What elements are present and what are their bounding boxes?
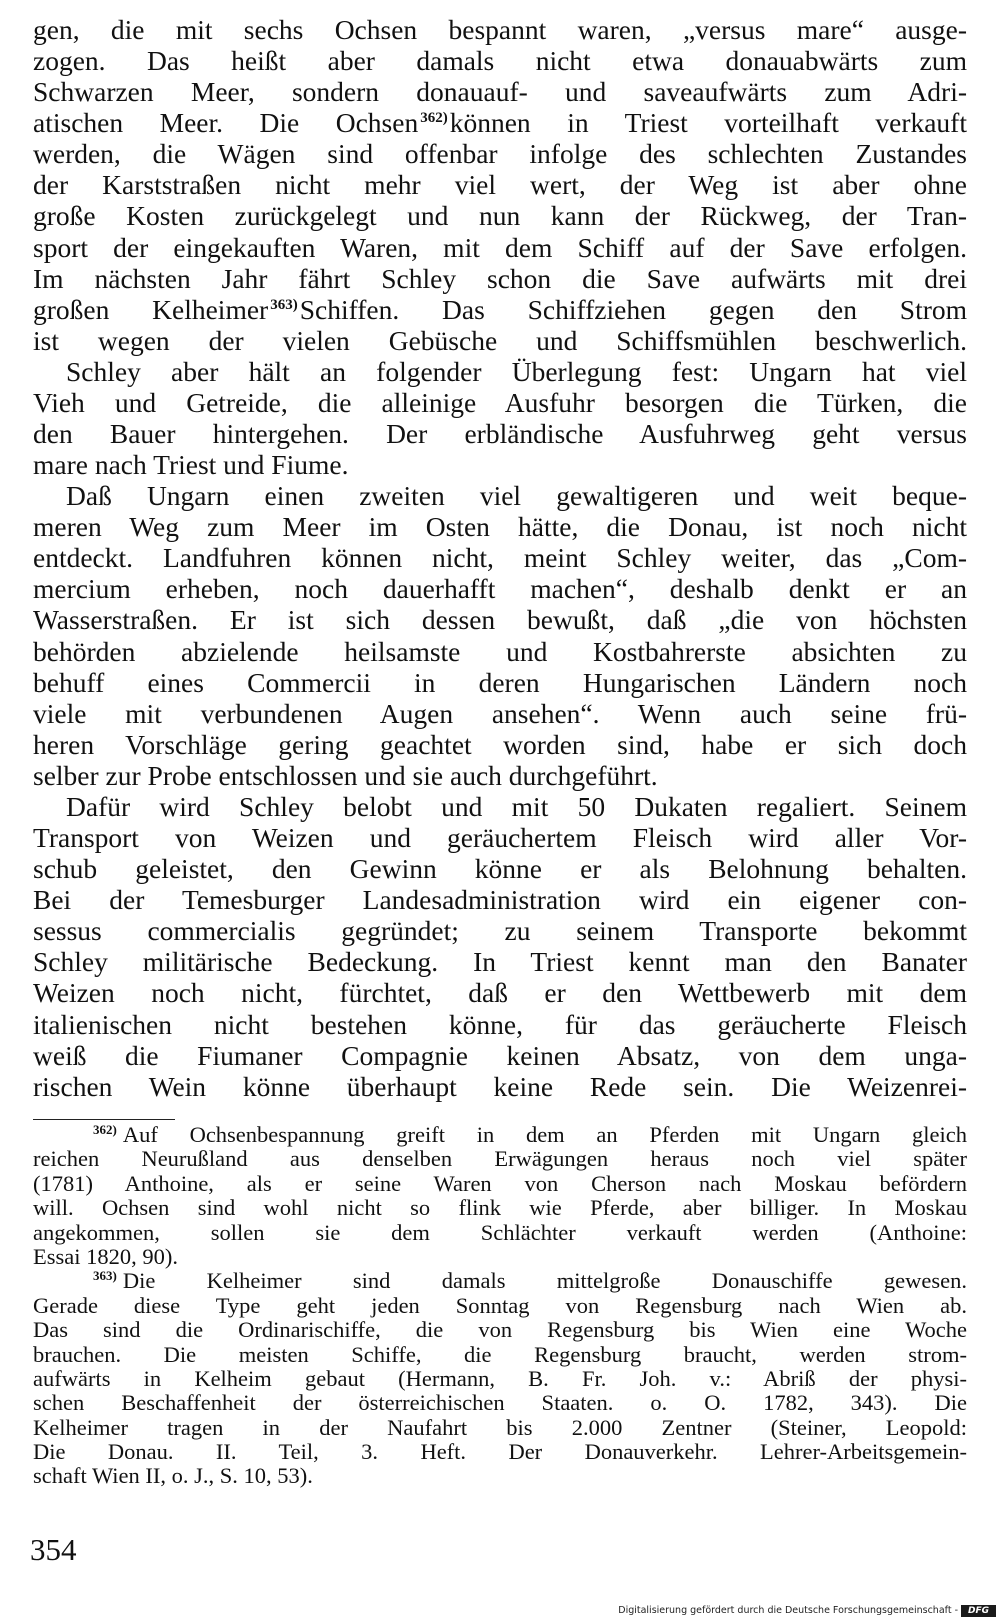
digitization-footer bbox=[0, 1604, 1000, 1618]
text-line: schub geleistet, den Gewinn könne er als Belohnung behalten. bbox=[33, 853, 967, 885]
text-line: weiß die Fiumaner Compagnie keinen Absatz, von dem unga- bbox=[33, 1039, 967, 1071]
text-line: den Bauer hintergehen. Der erbländische Ausfuhrweg geht versus bbox=[33, 418, 967, 450]
text-line: mercium erheben, noch dauerhafft machen“, deshalb denkt er an bbox=[33, 573, 967, 605]
footnote-line bbox=[33, 1269, 967, 1293]
page-number: 354 bbox=[30, 1532, 77, 1567]
text-line: gen, die mit sechs Ochsen bespannt waren, „versus mare“ ausge- bbox=[33, 14, 967, 45]
footnote-marker: 363) bbox=[270, 296, 298, 313]
footnote-line: brauchen. Die meisten Schiffe, die Regensburg braucht, werden strom- bbox=[33, 1341, 967, 1367]
text-line: Daß Ungarn einen zweiten viel gewaltigeren und weit beque- bbox=[66, 480, 967, 512]
footnote-line: (1781) Anthoine, als er seine Waren von Cherson nach Moskau befördern bbox=[33, 1170, 967, 1196]
footnote-line: schen Beschaffenheit der österreichischen Staaten. o. O. 1782, 343). Die bbox=[33, 1390, 967, 1416]
text-line: Bei der Temesburger Landesadministration wird ein eigener con- bbox=[33, 884, 967, 916]
footnote-divider bbox=[33, 1119, 175, 1120]
footnote-line: Kelheimer tragen in der Naufahrt bis 2.000 Zentner (Steiner, Leopold: bbox=[33, 1414, 967, 1440]
text-line bbox=[33, 294, 967, 325]
text-line: Schwarzen Meer, sondern donauauf- und saveaufwärts zum Adri- bbox=[33, 76, 967, 108]
text-line: selber zur Probe entschlossen und sie auch durchgeführt. bbox=[33, 759, 658, 791]
text-line: werden, die Wägen sind offenbar infolge des schlechten Zustandes bbox=[33, 138, 967, 170]
footnote-marker: 362) bbox=[420, 110, 448, 127]
line-text: können in Triest vorteilhaft verkauft bbox=[449, 107, 967, 139]
text-line: entdeckt. Landfuhren können nicht, meint Schley weiter, das „Com- bbox=[33, 542, 967, 574]
footnote-line bbox=[33, 1123, 967, 1147]
text-line: behuff eines Commercii in deren Hungarischen Ländern noch bbox=[33, 666, 967, 698]
dfg-logo-icon: DFG bbox=[961, 1605, 996, 1617]
text-line: der Karststraßen nicht mehr viel wert, der Weg ist aber ohne bbox=[33, 169, 967, 201]
text-line: Vieh und Getreide, die alleinige Ausfuhr besorgen die Türken, die bbox=[33, 386, 967, 418]
text-line: sessus commercialis gegründet; zu seinem Transporte bekommt bbox=[33, 915, 967, 947]
text-line: rischen Wein könne überhaupt keine Rede sein. Die Weizenrei- bbox=[33, 1070, 967, 1102]
text-line: mare nach Triest und Fiume. bbox=[33, 449, 349, 481]
text-line: große Kosten zurückgelegt und nun kann der Rückweg, der Tran- bbox=[33, 200, 967, 232]
footnote-line: Die Donau. II. Teil, 3. Heft. Der Donauverkehr. Lehrer-Arbeitsgemein- bbox=[33, 1439, 967, 1465]
text-line: meren Weg zum Meer im Osten hätte, die Donau, ist noch nicht bbox=[33, 511, 967, 543]
text-line: ist wegen der vielen Gebüsche und Schiffsmühlen beschwerlich. bbox=[33, 324, 967, 356]
text-line: zogen. Das heißt aber damals nicht etwa donauabwärts zum bbox=[33, 45, 967, 77]
footnote-marker: 362) bbox=[93, 1122, 117, 1137]
text-line bbox=[33, 107, 967, 138]
text-line: italienischen nicht bestehen könne, für das geräucherte Fleisch bbox=[33, 1008, 967, 1040]
text-line: behörden abzielende heilsamste und Kostbahrerste absichten zu bbox=[33, 635, 967, 667]
text-line: Schley militärische Bedeckung. In Triest kennt man den Banater bbox=[33, 946, 967, 978]
footnote-line: reichen Neurußland aus denselben Erwägungen heraus noch viel später bbox=[33, 1146, 967, 1172]
footnotes bbox=[33, 1123, 967, 1489]
text-line: heren Vorschläge gering geachtet worden sind, habe er sich doch bbox=[33, 728, 967, 760]
text-line: Wasserstraßen. Er ist sich dessen bewußt, daß „die von höchsten bbox=[33, 604, 967, 636]
line-text: großen Kelheimer bbox=[33, 293, 269, 325]
line-text: Die Kelheimer sind damals mittelgroße Donauschiffe gewesen. bbox=[122, 1268, 967, 1294]
line-text: Auf Ochsenbespannung greift in dem an Pferden mit Ungarn gleich bbox=[122, 1122, 967, 1147]
text-line: sport der eingekauften Waren, mit dem Schiff auf der Save erfolgen. bbox=[33, 231, 967, 263]
line-text: Schiffen. Das Schiffziehen gegen den Strom bbox=[299, 293, 968, 325]
text-line: Im nächsten Jahr fährt Schley schon die Save aufwärts mit drei bbox=[33, 262, 967, 294]
text-line: Dafür wird Schley belobt und mit 50 Dukaten regaliert. Seinem bbox=[66, 790, 967, 822]
line-text: atischen Meer. Die Ochsen bbox=[33, 107, 419, 139]
footnote-line: Essai 1820, 90). bbox=[33, 1243, 178, 1269]
footnote-line: angekommen, sollen sie dem Schlächter verkauft werden (Anthoine: bbox=[33, 1219, 967, 1245]
footnote-marker: 363) bbox=[93, 1268, 117, 1284]
digitization-notice: Digitalisierung gefördert durch die Deutsche Forschungsgemeinschaft - bbox=[618, 1605, 958, 1616]
footnote-line: schaft Wien II, o. J., S. 10, 53). bbox=[33, 1463, 313, 1489]
text-line: Weizen noch nicht, fürchtet, daß er den Wettbewerb mit dem bbox=[33, 977, 967, 1009]
footnote-line: Das sind die Ordinarischiffe, die von Regensburg bis Wien eine Woche bbox=[33, 1317, 967, 1343]
text-line: Transport von Weizen und geräuchertem Fleisch wird aller Vor- bbox=[33, 822, 967, 854]
footnote-line: will. Ochsen sind wohl nicht so flink wie Pferde, aber billiger. In Moskau bbox=[33, 1195, 967, 1221]
footnote-line: Gerade diese Type geht jeden Sonntag von Regensburg nach Wien ab. bbox=[33, 1292, 967, 1318]
text-line: Schley aber hält an folgender Überlegung fest: Ungarn hat viel bbox=[66, 355, 967, 387]
main-text bbox=[33, 14, 967, 1102]
footnote-line: aufwärts in Kelheim gebaut (Hermann, B. Fr. Joh. v.: Abriß der physi- bbox=[33, 1365, 967, 1391]
text-line: viele mit verbundenen Augen ansehen“. Wenn auch seine frü- bbox=[33, 697, 967, 729]
